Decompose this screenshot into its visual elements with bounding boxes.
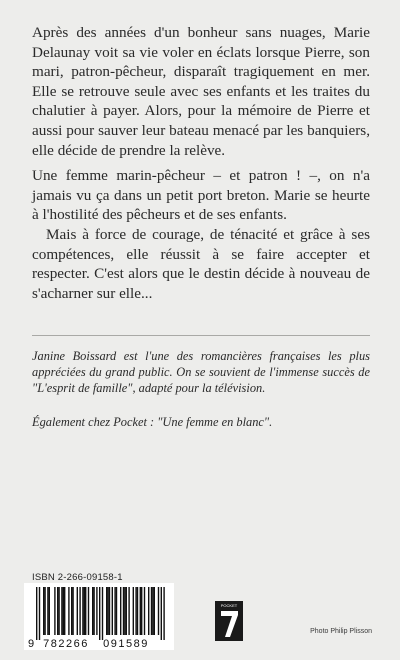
barcode-bar [84, 587, 85, 635]
barcode-bar [61, 587, 62, 635]
publisher-logo [215, 601, 243, 641]
barcode-bar [82, 587, 83, 635]
barcode-bar [93, 587, 94, 635]
barcode-bar [88, 587, 89, 635]
barcode-bar [36, 587, 37, 640]
barcode-bar [140, 587, 141, 635]
barcode-bar [123, 587, 124, 635]
barcode-bar [116, 587, 117, 635]
barcode-bar [158, 587, 159, 635]
barcode-bar [63, 587, 64, 635]
barcode-bar [72, 587, 73, 635]
barcode-bar [43, 587, 44, 635]
barcode-bar [148, 587, 149, 635]
barcode-bar [137, 587, 138, 635]
photo-credit: Photo Philip Plisson [310, 628, 372, 635]
barcode-bar [126, 587, 127, 635]
also-available-note: Également chez Pocket : "Une femme en blanc". [32, 415, 273, 429]
barcode-bar [133, 587, 134, 635]
barcode-bar [107, 587, 108, 635]
barcode-bar [120, 587, 121, 635]
barcode-bar [54, 587, 55, 635]
synopsis [32, 23, 370, 303]
barcode-bar [99, 587, 100, 640]
barcode-bar [141, 587, 142, 635]
barcode-bar [68, 587, 69, 635]
barcode-bar [128, 587, 129, 635]
barcode-bar [39, 587, 40, 640]
barcode-bar [144, 587, 145, 635]
isbn-number: ISBN 2-266-09158-1 [32, 572, 123, 583]
synopsis-paragraph-1: Après des années d'un bonheur sans nuages, Marie Delaunay voit sa vie voler en éclats lorsque Pierre, son mari, patron-pêcheur, disparaît tragiquement en mer. Elle se retrouve seule avec ses enfants et les traites du chalutier à payer. Alors, pour la mémoire de Pierre et aussi pour sauver leur bateau menacé par les banquiers, elle décide de prendre la relève. [32, 24, 370, 159]
barcode-bar [102, 587, 103, 640]
barcode-bar [124, 587, 125, 635]
barcode-bar [135, 587, 136, 635]
barcode-bar [44, 587, 45, 635]
barcode-bar [112, 587, 113, 635]
barcode-bar [152, 587, 153, 635]
synopsis-paragraph-2: Une femme marin-pêcheur – et patron ! –, on n'a jamais vu ça dans un petit port breton. Marie se heurte à l'hostilité des pêcheurs et de ses enfants. [32, 167, 370, 224]
barcode-bar [163, 587, 164, 640]
publisher-logo-text: POCKET [220, 603, 238, 608]
ean-barcode [24, 583, 174, 650]
barcode-bar [64, 587, 65, 635]
barcode-bar [161, 587, 162, 640]
barcode-bar [85, 587, 86, 635]
barcode-bar [49, 587, 50, 635]
barcode-bar [96, 587, 97, 635]
barcode-bar [58, 587, 59, 635]
barcode-first-digit: 9 [28, 638, 35, 650]
barcode-bar [79, 587, 80, 635]
barcode-bar [57, 587, 58, 635]
barcode-bar [151, 587, 152, 635]
barcode-left-digits: 782266 [43, 638, 89, 650]
barcode-bar [47, 587, 48, 635]
barcode-bar [92, 587, 93, 635]
barcode-bar [154, 587, 155, 635]
barcode-bar [114, 587, 115, 635]
barcode-bar [109, 587, 110, 635]
author-note: Janine Boissard est l'une des romancières françaises les plus appréciées du grand public. On se souvient de l'immense succès de "L'esprit de famille", adapté pour la télévision. [32, 349, 370, 395]
synopsis-paragraph-3: Mais à force de courage, de ténacité et grâce à ses compétences, elle réussit à se faire accepter et respecter. C'est alors que le destin décide à nouveau de s'acharner sur elle... [32, 225, 370, 302]
barcode-bar [77, 587, 78, 635]
barcode-bar [106, 587, 107, 635]
barcode-right-digits: 091589 [103, 638, 149, 650]
separator-line [32, 335, 370, 336]
barcode-bar [71, 587, 72, 635]
